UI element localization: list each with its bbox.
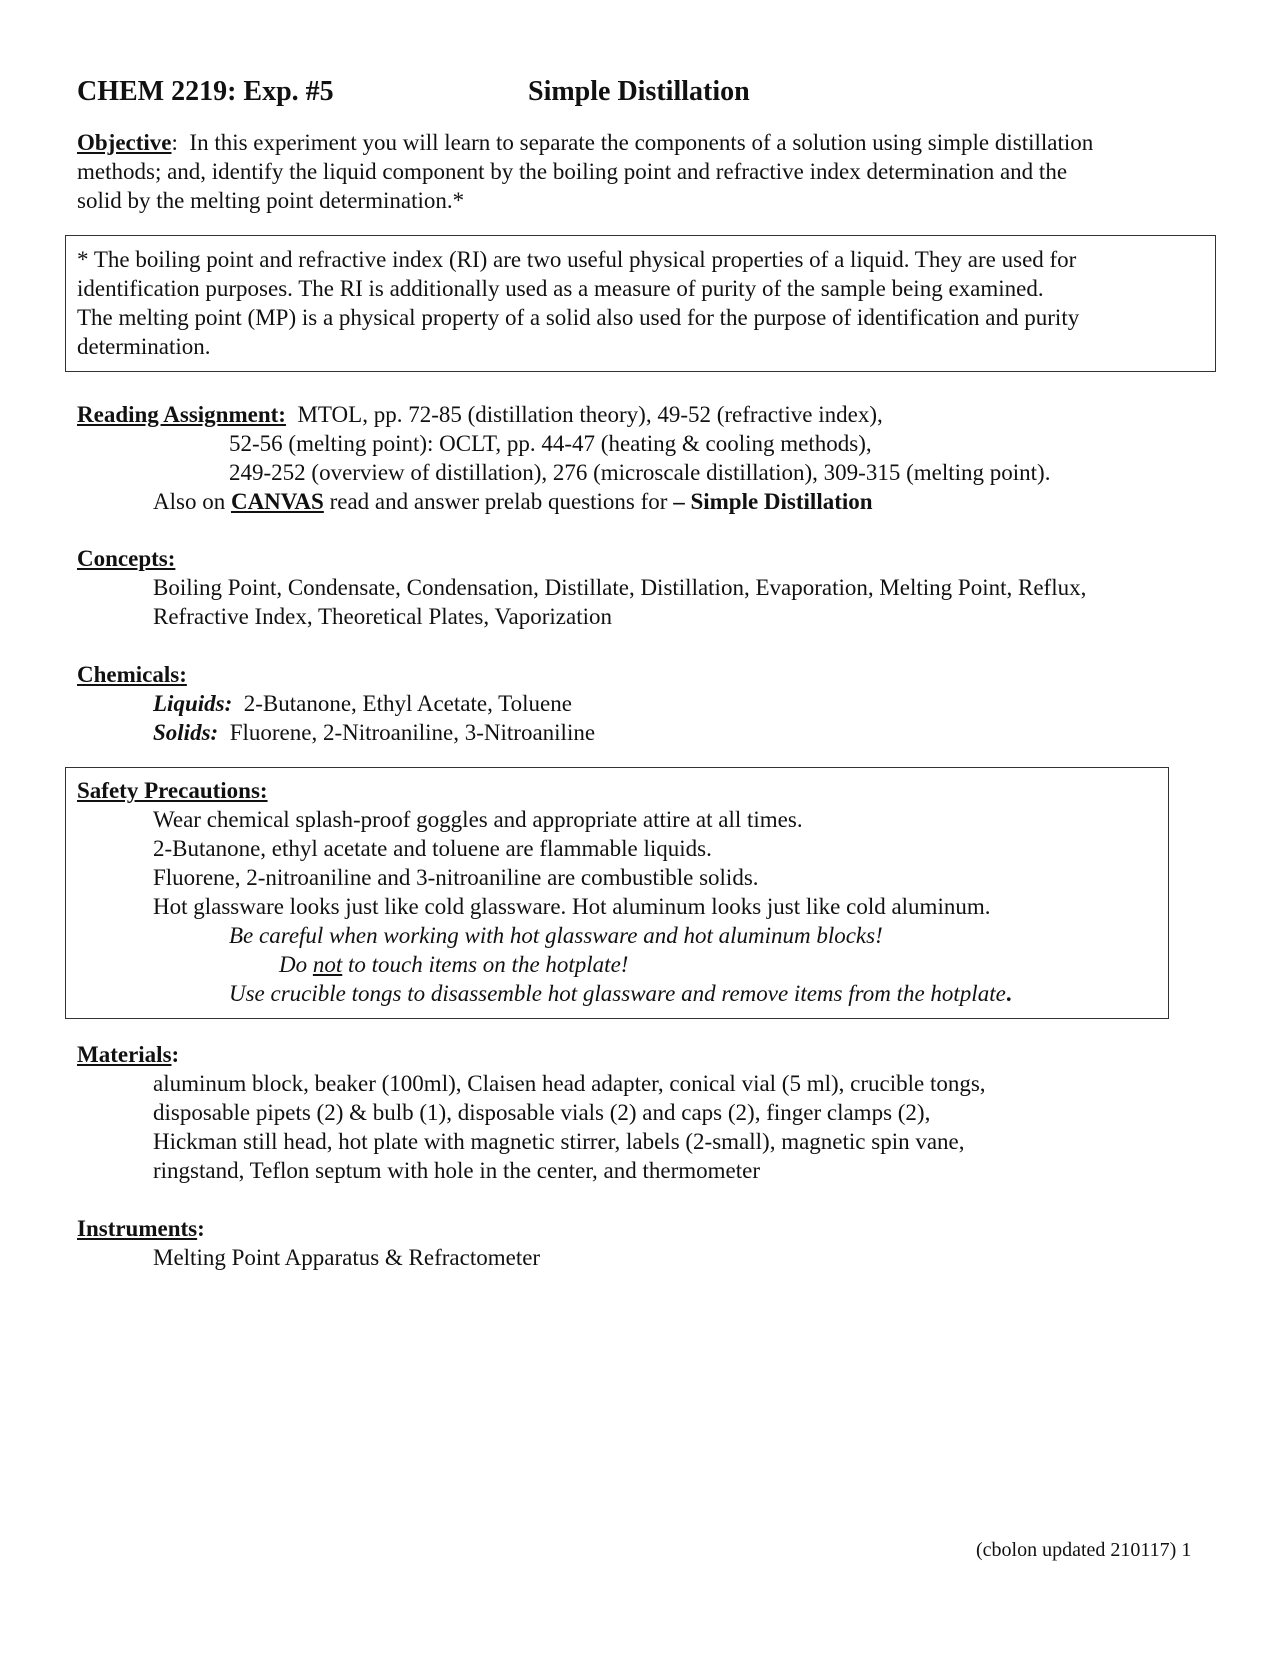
liquids-label: Liquids: <box>153 691 233 716</box>
objective-text-line: methods; and, identify the liquid component by the boiling point and refractive index determination and the <box>77 159 1068 184</box>
canvas-link[interactable]: CANVAS <box>230 489 324 514</box>
instruments-section: Instruments: Melting Point Apparatus & Refractometer <box>77 1216 541 1270</box>
chemicals-section: Chemicals: Liquids: 2-Butanone, Ethyl Acetate, Toluene Solids: Fluorene, 2-Nitroaniline, 3-Nitroaniline <box>77 662 596 745</box>
concepts-label: Concepts: <box>77 546 176 571</box>
page-footer: (cbolon updated 210117) 1 <box>976 1539 1192 1561</box>
objective-text-line: In this experiment you will learn to separate the components of a solution using simple distillation <box>189 130 1094 155</box>
solids-label: Solids: <box>153 720 219 745</box>
objective-label: Objective <box>77 130 172 155</box>
safety-label: Safety Precautions: <box>77 778 268 803</box>
reading-assignment-section: Reading Assignment: MTOL, pp. 72-85 (distillation theory), 49-52 (refractive index), 52-56 (melting point): OCLT, pp. 44-47 (heating & cooling methods), 249-252 (overview of distillation), 276 (microscale distillation), 309-315 (melting point). Also on CANVAS read and answer prelab questions for – Simple Distillation <box>77 402 1051 514</box>
safety-warning: Be careful when working with hot glassware and hot aluminum blocks! <box>229 923 883 948</box>
safety-section: Safety Precautions: Wear chemical splash-proof goggles and appropriate attire at all times. 2-Butanone, ethyl acetate and toluene are flammable liquids. Fluorene, 2-nitroaniline and 3-nitroaniline are combustible solids. Hot glassware looks just like cold glassware. Hot aluminum looks just like cold aluminum. Be careful when working with hot glassware and hot aluminum blocks! Do not to touch items on the hotplate! Use crucible tongs to disassemble hot glassware and remove items from the hotplate. <box>77 776 1162 1008</box>
note-text: * The boiling point and refractive index (RI) are two useful physical properties of a liquid. They are used for identification purposes. The RI is additionally used as a measure of purity of the sample being examined. The melting point (MP) is a physical property of a solid also used for the purpose of identification and purity determination. <box>77 247 1080 359</box>
safety-warning: Do not to touch items on the hotplate! <box>279 952 629 977</box>
experiment-title: Simple Distillation <box>528 76 750 107</box>
concepts-section: Concepts: Boiling Point, Condensate, Condensation, Distillate, Distillation, Evaporation, Melting Point, Reflux, Refractive Index, Theoretical Plates, Vaporization <box>77 546 1087 629</box>
chemicals-label: Chemicals: <box>77 662 187 687</box>
materials-label: Materials <box>77 1042 172 1067</box>
course-heading: CHEM 2219: Exp. #5 <box>77 76 334 107</box>
safety-warning: Use crucible tongs to disassemble hot glassware and remove items from the hotplate. <box>229 981 1012 1006</box>
materials-section: Materials: aluminum block, beaker (100ml), Claisen head adapter, conical vial (5 ml), crucible tongs, disposable pipets (2) & bulb (1), disposable vials (2) and caps (2), finger clamps (2), Hickman still head, hot plate with magnetic stirrer, labels (2-small), magnetic spin vane, ringstand, Teflon septum with hole in the center, and thermometer <box>77 1042 986 1183</box>
objective-section: Objective: In this experiment you will learn to separate the components of a solution using simple distillation methods; and, identify the liquid component by the boiling point and refractive index determination and the solid by the melting point determination.* <box>77 128 1217 215</box>
instruments-label: Instruments <box>77 1216 198 1241</box>
reading-assignment-label: Reading Assignment: <box>77 402 286 427</box>
objective-text-line: solid by the melting point determination.* <box>77 188 465 213</box>
